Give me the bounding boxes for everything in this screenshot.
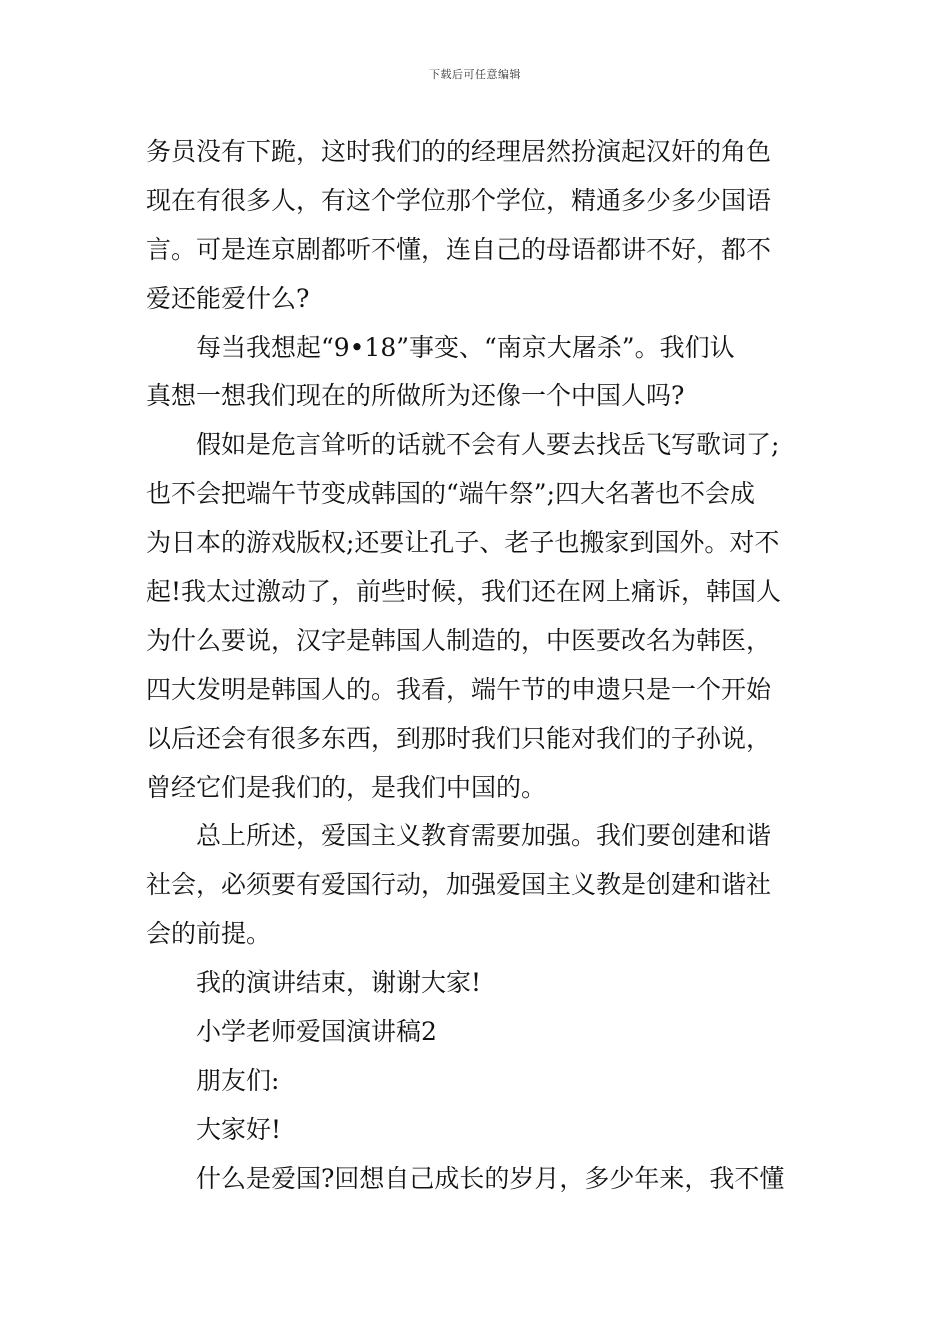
text-line: 大家好! bbox=[196, 1114, 282, 1144]
text-line: 我的演讲结束，谢谢大家! bbox=[196, 968, 482, 998]
text-line: 现在有很多人，有这个学位那个学位，精通多少多少国语 bbox=[146, 185, 772, 215]
text-line: 四大发明是韩国人的。我看，端午节的申遗只是一个开始 bbox=[146, 674, 772, 704]
text-line: 言。可是连京剧都听不懂，连自己的母语都讲不好，都不 bbox=[146, 234, 772, 264]
text-line: 为日本的游戏版权;还要让孔子、老子也搬家到国外。对不 bbox=[146, 528, 780, 558]
text-line: 会的前提。 bbox=[146, 919, 272, 949]
text-line: 社会，必须要有爱国行动，加强爱国主义教是创建和谐社 bbox=[146, 870, 772, 900]
text-line: 朋友们: bbox=[196, 1065, 280, 1095]
text-line: 也不会把端午节变成韩国的“端午祭”;四大名著也不会成 bbox=[146, 479, 755, 509]
text-line: 什么是爱国?回想自己成长的岁月，多少年来，我不懂 bbox=[196, 1163, 785, 1193]
text-line: 假如是危言耸听的话就不会有人要去找岳飞写歌词了; bbox=[196, 430, 780, 460]
text-line: 曾经它们是我们的，是我们中国的。 bbox=[146, 772, 547, 802]
document-body bbox=[146, 128, 810, 1204]
text-line: 每当我想起“9•18”事变、“南京大屠杀”。我们认 bbox=[196, 332, 735, 362]
text-line: 起!我太过激动了，前些时候，我们还在网上痛诉，韩国人 bbox=[146, 577, 782, 607]
section-title: 小学老师爱国演讲稿2 bbox=[196, 1017, 437, 1047]
text-line: 真想一想我们现在的所做所为还像一个中国人吗? bbox=[146, 381, 685, 411]
text-line: 总上所述，爱国主义教育需要加强。我们要创建和谐 bbox=[196, 821, 772, 851]
text-line: 为什么要说，汉字是韩国人制造的，中医要改名为韩医， bbox=[146, 625, 772, 655]
text-line: 以后还会有很多东西，到那时我们只能对我们的子孙说， bbox=[146, 723, 772, 753]
text-line: 爱还能爱什么? bbox=[146, 283, 310, 313]
page-header: 下载后可任意编辑 bbox=[429, 68, 521, 81]
text-line: 务员没有下跪，这时我们的的经理居然扮演起汉奸的角色 bbox=[146, 137, 772, 166]
